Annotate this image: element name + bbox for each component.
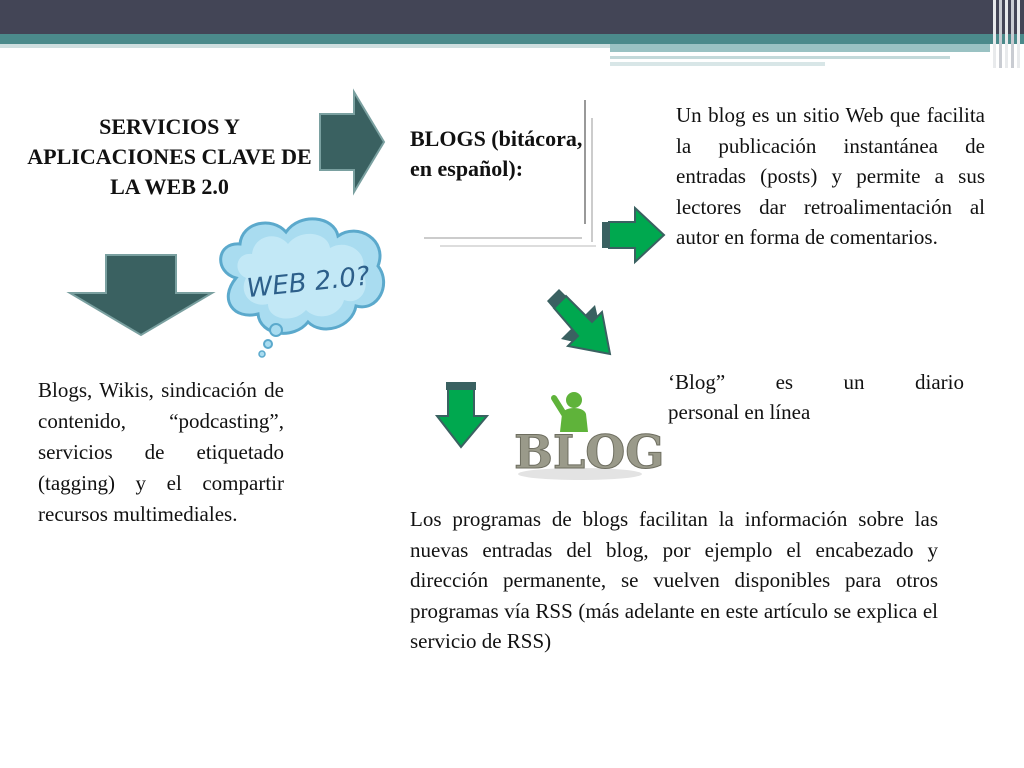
header-stripe xyxy=(993,0,996,68)
header-line-2 xyxy=(610,62,825,66)
diary-line-2: personal en línea xyxy=(668,400,811,424)
header-line-1 xyxy=(610,56,950,59)
header-stripe xyxy=(999,0,1002,68)
header-bar-light xyxy=(0,44,610,48)
web20-cloud-icon xyxy=(206,208,390,360)
title-frame-lines xyxy=(420,98,600,250)
header-stripe xyxy=(1017,0,1020,68)
blog-definition: Un blog es un sitio Web que facilita la publicación instantánea de entradas (posts) y permite a sus lectores dar retroalimentación al autor en forma de comentarios. xyxy=(676,103,985,249)
slide-heading: SERVICIOS Y APLICACIONES CLAVE DE LA WEB 2.0 xyxy=(27,114,312,199)
arrow-right-icon xyxy=(318,90,386,194)
arrow-down-icon xyxy=(66,253,216,337)
arrow-right-green-icon xyxy=(601,206,667,266)
header-stripe xyxy=(1011,0,1014,68)
arrow-diagonal-green-icon xyxy=(548,290,614,358)
blogs-title: BLOGS (bitácora, en español): xyxy=(410,126,583,181)
services-list: Blogs, Wikis, sindicación de contenido, “podcasting”, servicios de etiquetado (tagging) y el compartir recursos multimediales. xyxy=(38,378,284,526)
arrow-down-green-icon xyxy=(436,380,490,450)
header-bar-teal xyxy=(0,34,1024,44)
diary-line-1: ‘Blog” es un diario xyxy=(668,370,964,394)
blog-diary-text xyxy=(668,367,964,427)
blog-logo-icon xyxy=(506,388,665,482)
rss-description: Los programas de blogs facilitan la información sobre las nuevas entradas del blog, por ejemplo el encabezado y dirección permanente, se vuelven disponibles para otros programas vía RSS (más adelante en este artículo se explica el servicio de RSS) xyxy=(410,507,938,653)
header-stripe xyxy=(1005,0,1008,68)
blog-logo-text: BLOG xyxy=(514,425,665,479)
cloud-label: WEB 2.0? xyxy=(245,261,372,305)
header-bar-dark xyxy=(0,0,1024,34)
header-bar-light-right xyxy=(610,44,990,52)
